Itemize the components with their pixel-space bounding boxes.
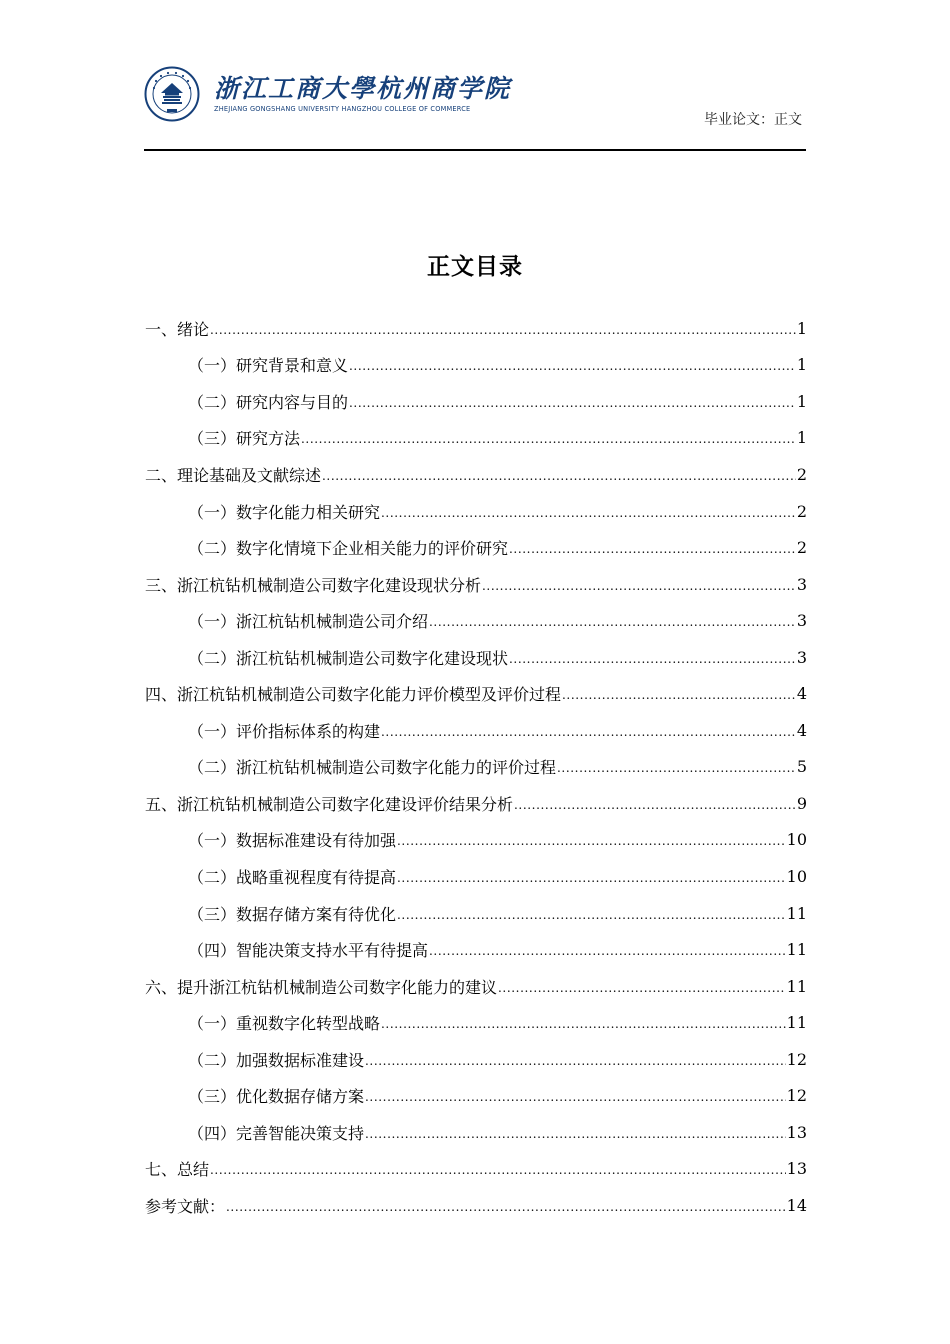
toc-entry-title: （一）数字化能力相关研究 bbox=[188, 502, 381, 522]
toc-entry-page: 1 bbox=[796, 428, 807, 448]
toc-entry-page: 11 bbox=[786, 976, 807, 996]
institution-name-cn: 浙江工商大學杭州商学院 bbox=[214, 74, 512, 103]
toc-entry[interactable] bbox=[145, 639, 807, 676]
toc-entry-title: （二）数字化情境下企业相关能力的评价研究 bbox=[188, 539, 509, 559]
toc-dot-leader bbox=[301, 428, 796, 447]
toc-dot-leader bbox=[397, 904, 786, 923]
toc-entry[interactable] bbox=[145, 749, 807, 786]
toc-entry-title: （一）数据标准建设有待加强 bbox=[188, 831, 397, 851]
toc-entry[interactable] bbox=[145, 712, 807, 749]
toc-dot-leader bbox=[429, 940, 786, 959]
toc-entry[interactable] bbox=[145, 310, 807, 347]
toc-entry[interactable] bbox=[145, 493, 807, 530]
toc-entry-page: 1 bbox=[796, 391, 807, 411]
toc-entry-page: 14 bbox=[786, 1195, 807, 1215]
university-wordmark bbox=[214, 75, 511, 113]
toc-entry-page: 13 bbox=[786, 1159, 807, 1179]
toc-entry-title: （二）浙江杭钻机械制造公司数字化建设现状 bbox=[188, 648, 509, 668]
toc-dot-leader bbox=[514, 794, 796, 813]
toc-entry-title: 一、绪论 bbox=[145, 319, 210, 339]
toc-entry[interactable] bbox=[145, 456, 807, 493]
toc-entry-page: 10 bbox=[786, 866, 807, 886]
university-logo bbox=[144, 66, 511, 122]
toc-entry-page: 12 bbox=[786, 1049, 807, 1069]
toc-dot-leader bbox=[349, 392, 796, 411]
toc-entry-page: 4 bbox=[796, 684, 807, 704]
toc-dot-leader bbox=[349, 355, 796, 374]
toc-entry[interactable] bbox=[145, 968, 807, 1005]
toc-entry[interactable] bbox=[145, 1077, 807, 1114]
toc-dot-leader bbox=[397, 830, 786, 849]
toc-entry-page: 10 bbox=[786, 830, 807, 850]
toc-entry[interactable] bbox=[145, 566, 807, 603]
toc-entry-page: 1 bbox=[796, 355, 807, 375]
page-header bbox=[144, 62, 806, 152]
toc-entry[interactable] bbox=[145, 785, 807, 822]
toc-entry-page: 3 bbox=[796, 647, 807, 667]
toc-entry-title: 参考文献： bbox=[145, 1196, 226, 1216]
toc-entry-page: 11 bbox=[786, 940, 807, 960]
toc-entry-title: （四）完善智能决策支持 bbox=[188, 1123, 365, 1143]
toc-dot-leader bbox=[509, 648, 796, 667]
toc-entry[interactable] bbox=[145, 347, 807, 384]
toc-entry[interactable] bbox=[145, 675, 807, 712]
toc-entry-page: 11 bbox=[786, 903, 807, 923]
toc-entry-title: 四、浙江杭钻机械制造公司数字化能力评价模型及评价过程 bbox=[145, 685, 562, 705]
toc-dot-leader bbox=[226, 1196, 786, 1215]
running-head: 毕业论文：正文 bbox=[704, 112, 802, 128]
toc-entry-page: 5 bbox=[796, 757, 807, 777]
toc-entry-title: （二）研究内容与目的 bbox=[188, 392, 349, 412]
toc-entry-title: （二）浙江杭钻机械制造公司数字化能力的评价过程 bbox=[188, 758, 557, 778]
toc-dot-leader bbox=[210, 319, 796, 338]
toc-entry-title: 二、理论基础及文献综述 bbox=[145, 465, 322, 485]
toc-dot-leader bbox=[381, 1013, 786, 1032]
toc-entry-title: 三、浙江杭钻机械制造公司数字化建设现状分析 bbox=[145, 575, 482, 595]
toc-entry-page: 11 bbox=[786, 1013, 807, 1033]
toc-entry-title: （一）浙江杭钻机械制造公司介绍 bbox=[188, 612, 429, 632]
toc-dot-leader bbox=[562, 684, 796, 703]
toc-entry[interactable] bbox=[145, 420, 807, 457]
toc-entry-page: 3 bbox=[796, 611, 807, 631]
toc-entry-page: 12 bbox=[786, 1086, 807, 1106]
toc-entry-page: 2 bbox=[796, 538, 807, 558]
institution-name-en: ZHEJIANG GONGSHANG UNIVERSITY HANGZHOU COLLEGE OF COMMERCE bbox=[214, 105, 471, 113]
toc-dot-leader bbox=[557, 757, 796, 776]
toc-entry-page: 9 bbox=[796, 793, 807, 813]
toc-entry-title: （一）评价指标体系的构建 bbox=[188, 721, 381, 741]
toc-entry[interactable] bbox=[145, 895, 807, 932]
toc-entry-title: （一）重视数字化转型战略 bbox=[188, 1014, 381, 1034]
toc-entry-page: 2 bbox=[796, 501, 807, 521]
toc-entry[interactable] bbox=[145, 1151, 807, 1188]
toc-dot-leader bbox=[381, 721, 796, 740]
toc-entry-title: （四）智能决策支持水平有待提高 bbox=[188, 941, 429, 961]
toc-entry-page: 2 bbox=[796, 464, 807, 484]
toc-entry-page: 4 bbox=[796, 720, 807, 740]
toc-entry-title: （三）数据存储方案有待优化 bbox=[188, 904, 397, 924]
toc-dot-leader bbox=[397, 867, 786, 886]
toc-entry[interactable] bbox=[145, 1041, 807, 1078]
toc-dot-leader bbox=[429, 611, 796, 630]
toc-dot-leader bbox=[365, 1123, 786, 1142]
toc-entry-title: （一）研究背景和意义 bbox=[188, 356, 349, 376]
header-divider bbox=[144, 149, 806, 151]
toc-entry[interactable] bbox=[145, 383, 807, 420]
toc-entry[interactable] bbox=[145, 1004, 807, 1041]
toc-entry[interactable] bbox=[145, 858, 807, 895]
toc-entry[interactable] bbox=[145, 602, 807, 639]
toc-entry-title: （三）优化数据存储方案 bbox=[188, 1087, 365, 1107]
toc-entry[interactable] bbox=[145, 1187, 807, 1224]
toc-title: 正文目录 bbox=[427, 254, 523, 280]
toc-entry-title: （三）研究方法 bbox=[188, 429, 301, 449]
toc-entry-page: 3 bbox=[796, 574, 807, 594]
toc-entry-page: 1 bbox=[796, 318, 807, 338]
toc-entry[interactable] bbox=[145, 1114, 807, 1151]
toc-entry-page: 13 bbox=[786, 1122, 807, 1142]
table-of-contents bbox=[145, 310, 807, 1224]
toc-entry[interactable] bbox=[145, 931, 807, 968]
toc-entry[interactable] bbox=[145, 529, 807, 566]
toc-dot-leader bbox=[322, 465, 796, 484]
toc-dot-leader bbox=[482, 575, 796, 594]
university-seal-icon bbox=[144, 66, 200, 122]
toc-entry-title: （二）加强数据标准建设 bbox=[188, 1050, 365, 1070]
toc-entry-title: 六、提升浙江杭钻机械制造公司数字化能力的建议 bbox=[145, 977, 498, 997]
toc-entry-title: 五、浙江杭钻机械制造公司数字化建设评价结果分析 bbox=[145, 794, 514, 814]
toc-dot-leader bbox=[365, 1086, 786, 1105]
toc-dot-leader bbox=[210, 1159, 786, 1178]
toc-entry-title: 七、总结 bbox=[145, 1160, 210, 1180]
toc-dot-leader bbox=[509, 538, 796, 557]
toc-dot-leader bbox=[381, 502, 796, 521]
toc-entry-title: （二）战略重视程度有待提高 bbox=[188, 867, 397, 887]
toc-entry[interactable] bbox=[145, 822, 807, 859]
toc-dot-leader bbox=[365, 1050, 786, 1069]
toc-dot-leader bbox=[498, 977, 786, 996]
